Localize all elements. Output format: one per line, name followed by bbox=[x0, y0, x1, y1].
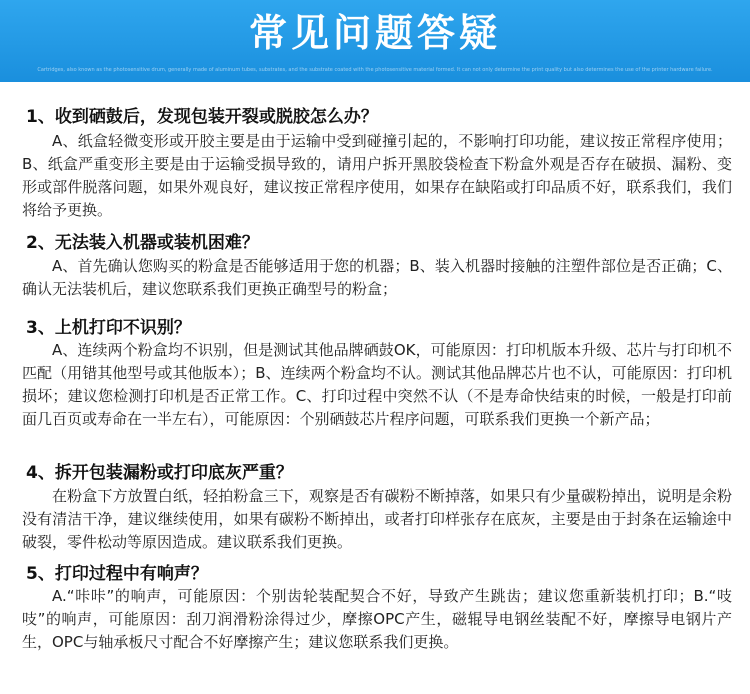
faq-answer-1: A、纸盒轻微变形或开胶主要是由于运输中受到碰撞引起的，不影响打印功能，建议按正常程序使用；B、纸盒严重变形主要是由于运输受损导致的，请用户拆开黑胶袋检查下粉盒外观是否存在破损、漏粉、变形或部件脱落问题，如果外观良好，建议按正常程序使用，如果存在缺陷或打印品质不好，联系我们，我们将给予更换。 bbox=[22, 132, 732, 219]
header-banner bbox=[0, 0, 750, 82]
faq-answer-3: A、连续两个粉盒均不识别，但是测试其他品牌硒鼓OK，可能原因：打印机版本升级、芯片与打印机不匹配（用错其他型号或其他版本）；B、连续两个粉盒均不认。测试其他品牌芯片也不认，可能原因：打印机损坏；建议您检测打印机是否正常工作。C、打印过程中突然不认（不是寿命快结束的时候，一般是打印前面几百页或寿命在一半左右），可能原因：个别硒鼓芯片程序问题，可联系我们更换一个新产品； bbox=[22, 341, 732, 428]
faq-answer-5: A.“咔咔”的响声，可能原因：个别齿轮装配契合不好，导致产生跳齿；建议您重新装机打印；B.“吱吱”的响声，可能原因：刮刀润滑粉涂得过少，摩擦OPC产生，磁辊导电钢丝装配不好，摩擦导电钢片产生，OPC与轴承板尺寸配合不好摩擦产生；建议您联系我们更换。 bbox=[22, 587, 732, 651]
faq-question-2: 2、无法装入机器或装机困难？ bbox=[26, 233, 259, 253]
faq-answer-2: A、首先确认您购买的粉盒是否能够适用于您的机器；B、装入机器时接触的注塑件部位是否正确；C、确认无法装机后，建议您联系我们更换正确型号的粉盒； bbox=[22, 257, 732, 298]
page-subtitle: Cartridges, also known as the photosensitive drum, generally made of aluminum tubes, substrates, and the substrate coated with the photosensitive material formed. It can not only determine the print quality but also determines the use of the printer hardware failure. bbox=[37, 67, 713, 73]
faq-question-4: 4、拆开包装漏粉或打印底灰严重？ bbox=[26, 463, 293, 483]
faq-question-1: 1、收到硒鼓后，发现包装开裂或脱胶怎么办？ bbox=[26, 107, 378, 127]
page-title: 常见问题答疑 bbox=[248, 11, 501, 55]
faq-question-3: 3、上机打印不识别？ bbox=[26, 318, 191, 338]
faq-answer-4: 在粉盒下方放置白纸，轻拍粉盒三下，观察是否有碳粉不断掉落，如果只有少量碳粉掉出，说明是余粉没有清洁干净，建议继续使用，如果有碳粉不断掉出，或者打印样张存在底灰，主要是由于封条在运输途中破裂，零件松动等原因造成。建议联系我们更换。 bbox=[22, 487, 732, 551]
faq-question-5: 5、打印过程中有响声？ bbox=[26, 564, 208, 584]
